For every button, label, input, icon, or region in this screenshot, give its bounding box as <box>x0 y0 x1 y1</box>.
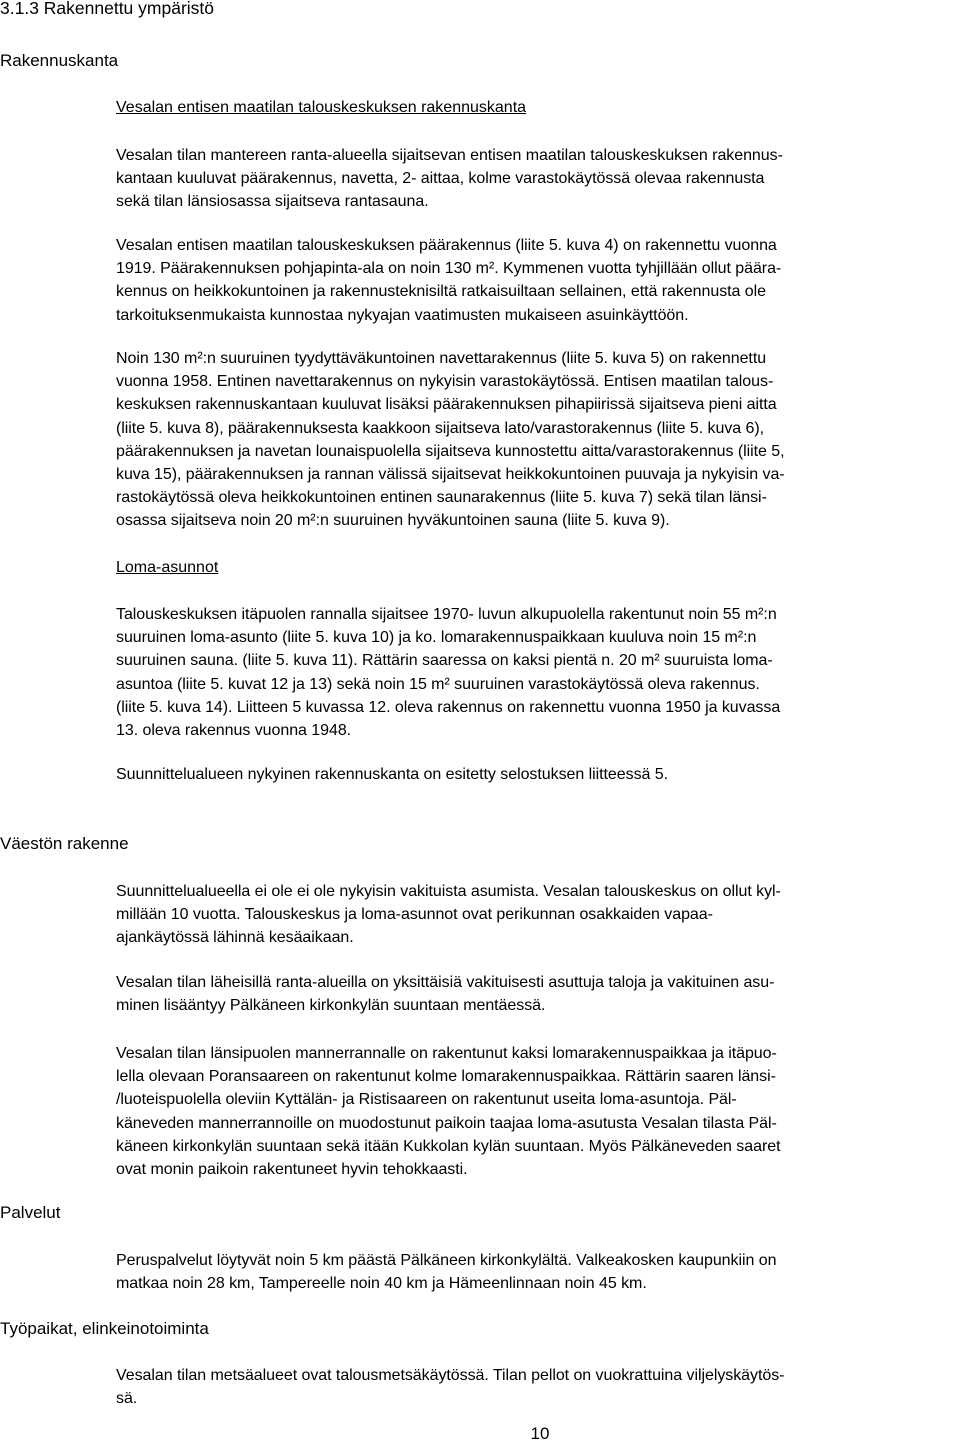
subheading-talouskeskus: Vesalan entisen maatilan talouskeskuksen rakennuskanta <box>116 99 527 116</box>
paragraph: Vesalan tilan metsäalueet ovat talousmetsäkäytössä. Tilan pellot on vuokrattuina viljelyskäytös- sä. <box>116 1367 785 1408</box>
paragraph: Vesalan tilan läheisillä ranta-alueilla on yksittäisiä vakituisesti asuttuja taloja ja vakituinen asu- minen lisääntyy Pälkäneen kirkonkylän suuntaan mentäessä. <box>116 974 775 1015</box>
paragraph: Vesalan tilan mantereen ranta-alueella sijaitsevan entisen maatilan talouskeskuksen rakennus- kantaan kuuluvat päärakennus, navetta, 2- aittaa, kolme varastokäytössä olevaa rakennusta sekä tilan länsiosassa sijaitseva rantasauna. <box>116 147 783 211</box>
heading-tyopaikat: Työpaikat, elinkeinotoiminta <box>0 1319 209 1338</box>
page-number: 10 <box>530 1424 550 1443</box>
paragraph: Suunnittelualueella ei ole ei ole nykyisin vakituista asumista. Vesalan talouskeskus on ollut kyl- millään 10 vuotta. Talouskeskus ja loma-asunnot ovat perikunnan osakkaiden vapaa- ajankäytössä lähinnä kesäaikaan. <box>116 883 781 947</box>
heading-palvelut: Palvelut <box>0 1203 61 1222</box>
paragraph: Noin 130 m²:n suuruinen tyydyttäväkuntoinen navettarakennus (liite 5. kuva 5) on rakennettu vuonna 1958. Entinen navettarakennus on nykyisin varastokäytössä. Entisen maatilan talous- keskuksen rakennuskantaan kuuluvat lisäksi päärakennuksen pihapiirissä sijaitseva pieni aitta (liite 5. kuva 8), päärakennuksesta kaakkoon sijaitseva lato/varastorakennus (liite 5. kuva 6), päärakennuksen ja navetan lounaispuolella sijaitseva kunnostettu aitta/varastorakennus (liite 5, kuva 15), päärakennuksen ja rannan välissä sijaitsevat heikkokuntoinen puuvaja ja nykyisin va- rastokäytössä oleva heikkokuntoinen entinen saunarakennus (liite 5. kuva 7) sekä tilan länsi- osassa sijaitseva noin 20 m²:n suuruinen hyväkuntoinen sauna (liite 5. kuva 9). <box>116 350 785 530</box>
heading-vaeston-rakenne: Väestön rakenne <box>0 834 129 853</box>
heading-rakennuskanta: Rakennuskanta <box>0 51 119 70</box>
paragraph: Talouskeskuksen itäpuolen rannalla sijaitsee 1970- luvun alkupuolella rakentunut noin 55 m²:n suuruinen loma-asunto (liite 5. kuva 10) ja ko. lomarakennuspaikkaan kuuluva noin 15 m²:n suuruinen sauna. (liite 5. kuva 11). Rättärin saaressa on kaksi pientä n. 20 m² suuruista loma- asuntoa (liite 5. kuvat 12 ja 13) sekä noin 15 m² suuruinen varastokäytössä oleva rakennus. (liite 5. kuva 14). Liitteen 5 kuvassa 12. oleva rakennus on rakennettu vuonna 1950 ja kuvassa 13. oleva rakennus vuonna 1948. <box>116 606 781 740</box>
paragraph: Vesalan entisen maatilan talouskeskuksen päärakennus (liite 5. kuva 4) on rakennettu vuonna 1919. Päärakennuksen pohjapinta-ala on noin 130 m². Kymmenen vuotta tyhjillään ollut päära- kennus on heikkokuntoinen ja rakennusteknisiltä ratkaisuiltaan sellainen, että rakennusta ole tarkoituksenmukaista kunnostaa nykyajan vaatimusten mukaiseen asuinkäyttöön. <box>116 237 782 324</box>
paragraph: Vesalan tilan länsipuolen mannerrannalle on rakentunut kaksi lomarakennuspaikkaa ja itäpuo- lella olevaan Poransaareen on rakentunut kolme lomarakennuspaikkaa. Rättärin saaren länsi- /luoteispuolella oleviin Kyttälän- ja Ristisaareen on rakentunut useita loma-asuntoja. Päl- käneveden mannerrannoille on muodostunut paikoin taajaa loma-asutusta Vesalan tilasta Päl- käneen kirkonkylän suuntaan sekä itään Kukkolan kylän suuntaan. Myös Pälkäneveden saaret ovat monin paikoin rakentuneet hyvin tehokkaasti. <box>116 1045 781 1179</box>
subheading-loma-asunnot: Loma-asunnot <box>116 559 219 576</box>
paragraph: Suunnittelualueen nykyinen rakennuskanta on esitetty selostuksen liitteessä 5. <box>116 766 669 783</box>
section-title: 3.1.3 Rakennettu ympäristö <box>0 0 215 18</box>
paragraph: Peruspalvelut löytyvät noin 5 km päästä Pälkäneen kirkonkylältä. Valkeakosken kaupunkiin on matkaa noin 28 km, Tampereelle noin 40 km ja Hämeenlinnaan noin 45 km. <box>116 1252 777 1293</box>
